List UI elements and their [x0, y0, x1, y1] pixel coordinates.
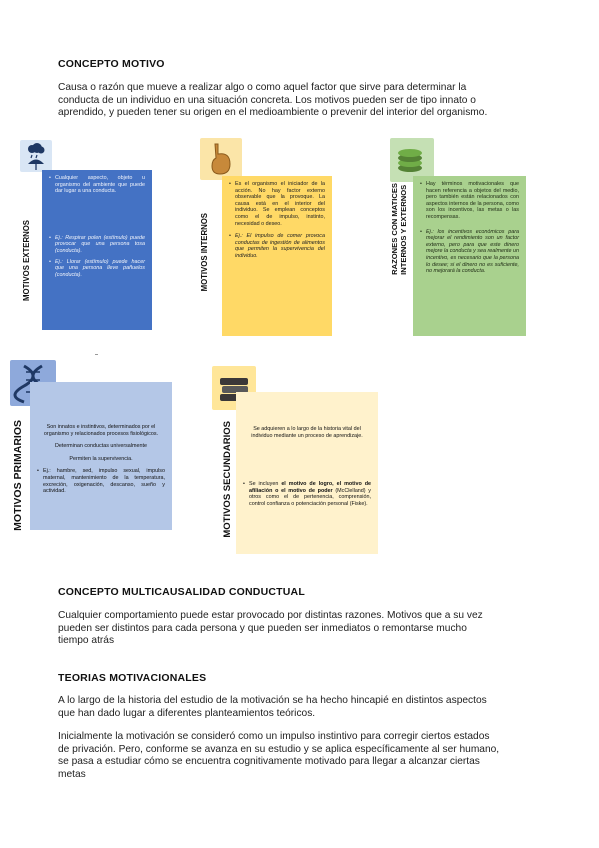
card-body — [236, 392, 378, 554]
card-motivos-primarios — [4, 360, 174, 530]
card-motivos-secundarios — [210, 366, 380, 556]
card-label: MOTIVOS EXTERNOS — [22, 220, 31, 302]
example-bold-text: el motivo de logro, el motivo de afiliación o el motivo de poder — [249, 481, 371, 494]
text-line: metas — [58, 768, 86, 780]
card-point: • Cualquier aspecto, objeto u organismo del ambiente que puede dar lugar a una conducta. — [49, 175, 145, 195]
card-label: MOTIVOS INTERNOS — [200, 213, 209, 292]
text-line: A lo largo de la historia del estudio de la motivación se ha hecho hincapié en distintos aspectos — [58, 695, 487, 706]
stomach-icon — [200, 138, 242, 180]
section-title-multicausalidad: CONCEPTO MULTICAUSALIDAD CONDUCTUAL — [58, 586, 305, 598]
card-point: Son innatos e instintivos, determinados por el organismo y relacionados procesos fisiológicos. — [43, 424, 159, 437]
teorias-paragraph-2 — [58, 731, 548, 781]
card-razones-matices — [388, 138, 533, 338]
card-label: MOTIVOS SECUNDARIOS — [222, 421, 233, 538]
card-body — [222, 176, 332, 336]
card-example: • Ej.: los incentivos económicos para mejorar el rendimiento son un factor externo, pero para que este dinero mejore la conducta y sea realmente un incentivo, es necesario que la persona lo desee; si el dinero no es suficiente, no mejorará la conducta. — [420, 229, 519, 275]
example-text: Se incluyen — [249, 481, 282, 488]
card-example: • Ej.: Respirar polen (estímulo) puede provocar que una persona tosa (conducta). — [49, 235, 145, 255]
card-label-line: RAZONES CON MATICES — [390, 183, 399, 275]
card-example: • Ej.: Llorar (estímulo) puede hacer que una persona lleve pañuelos (conducta). — [49, 259, 145, 279]
card-point: • Es el organismo el iniciador de la acción. No hay factor externo observable que la provoque. La causa está en el interior del individuo. Se emplean conceptos como el de impulso, instinto, necesidad o deseo. — [229, 181, 325, 227]
card-example — [243, 481, 371, 507]
text-line: Causa o razón que mueve a realizar algo o como aquel factor que sirve para determinar la — [58, 82, 467, 93]
card-body — [413, 176, 526, 336]
text-line: se pasa a estudiar cómo se encuentra cognitivamente motivado para llegar a alcanzar ciertas — [58, 756, 480, 767]
card-motivos-internos — [198, 138, 338, 338]
text-line: Cualquier comportamiento puede estar provocado por distintas razones. Motivos que a su vez — [58, 610, 483, 621]
card-label: MOTIVOS PRIMARIOS — [12, 420, 24, 531]
section-title-concepto-motivo: CONCEPTO MOTIVO — [58, 58, 165, 70]
text-line: pueden ser distintos para cada persona y que pueden ser inmediatos o remontarse mucho — [58, 622, 467, 634]
text-line: aprendido, y pueden tener su origen en el medioambiente o prevenir del interior del organismo. — [58, 107, 488, 118]
card-motivos-externos — [18, 140, 153, 332]
card-label — [390, 183, 408, 275]
card-body — [42, 170, 152, 330]
divider-mark — [95, 354, 98, 355]
section-title-teorias: TEORIAS MOTIVACIONALES — [58, 672, 207, 684]
teorias-paragraph-1 — [58, 695, 548, 720]
text-line: tiempo atrás — [58, 635, 115, 646]
text-line: que han dado lugar a diferentes planteamientos teóricos. — [58, 707, 316, 719]
multicausalidad-paragraph — [58, 610, 548, 648]
umbrella-rain-icon — [20, 140, 52, 172]
card-label-line: INTERNOS Y EXTERNOS — [399, 184, 408, 275]
card-body — [30, 382, 172, 530]
text-line: conducta de un individuo en una situación concreta. Los motivos pueden ser de tipo innato o — [58, 94, 476, 106]
card-point: Se adquieren a lo largo de la historia vital del individuo mediante un proceso de aprendizaje. — [251, 426, 363, 439]
card-point: Permiten la supervivencia. — [69, 455, 133, 462]
text-line: Inicialmente la motivación se consideró como un impulso instintivo para corregir ciertos estados — [58, 731, 490, 742]
card-point: • Hay términos motivacionales que hacen referencia a objetos del medio, pero también están relacionados con aspectos internos de la persona, como son los incentivos, las metas o las recompensas. — [420, 181, 519, 221]
example-text: (McClelland) y otros como el de pertenencia, comprensión, control confianza o potenciación personal (Fiske). — [249, 487, 372, 507]
concepto-motivo-paragraph — [58, 82, 548, 120]
text-line: de privación. Pero, conforme se avanza en su estudio y se aplica específicamente al ser humano, — [58, 743, 500, 755]
card-point: Determinan conductas universalmente — [55, 443, 147, 450]
card-example: • Ej.: hambre, sed, impulso sexual, impulso maternal, mantenimiento de la temperatura, excreción, oxigenación, descanso, sueño y actividad. — [37, 468, 165, 494]
card-example: • Ej.: El impulso de comer provoca conductas de ingestión de alimentos que permiten la supervivencia del individuo. — [229, 233, 325, 259]
